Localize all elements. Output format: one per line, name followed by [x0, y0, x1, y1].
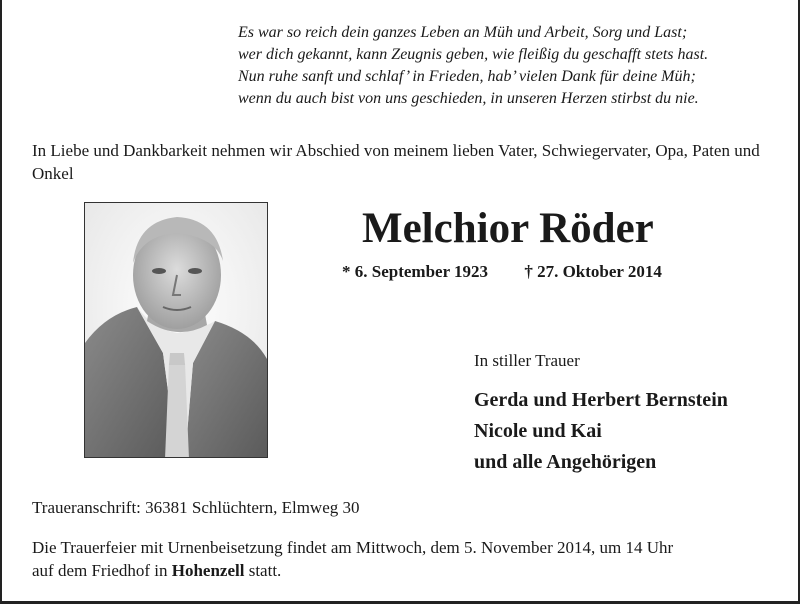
deceased-name: Melchior Röder	[362, 205, 654, 252]
birth-date: * 6. September 1923	[342, 262, 489, 281]
mourning-address: Traueranschrift: 36381 Schlüchtern, Elmweg 30	[32, 498, 360, 517]
mourning-label: In stiller Trauer	[474, 351, 580, 370]
cemetery-place: Hohenzell	[171, 561, 245, 580]
family-member: und alle Angehörigen	[474, 451, 657, 473]
funeral-line: Die Trauerfeier mit Urnenbeisetzung findet am Mittwoch, dem 5. November 2014, um 14 Uhr	[32, 538, 674, 557]
family-member: Gerda und Herbert Bernstein	[474, 389, 728, 411]
funeral-info	[32, 536, 673, 582]
funeral-text: auf dem Friedhof in	[32, 561, 172, 580]
poem-line: wenn du auch bist von uns geschieden, in unseren Herzen stirbst du nie.	[238, 90, 699, 107]
funeral-text: statt.	[244, 561, 282, 580]
death-date: † 27. Oktober 2014	[524, 262, 662, 281]
poem-line: Es war so reich dein ganzes Leben an Müh und Arbeit, Sorg und Last;	[238, 24, 688, 41]
poem	[238, 22, 708, 110]
family-list	[474, 385, 728, 478]
life-dates	[342, 262, 662, 282]
funeral-line	[32, 559, 673, 582]
family-member: Nicole und Kai	[474, 420, 602, 442]
poem-line: Nun ruhe sanft und schlaf’ in Frieden, hab’ vielen Dank für deine Müh;	[238, 68, 696, 85]
intro-text: In Liebe und Dankbarkeit nehmen wir Abschied von meinem lieben Vater, Schwiegervater, Opa, Paten und Onkel	[32, 141, 760, 183]
poem-line: wer dich gekannt, kann Zeugnis geben, wie fleißig du geschafft stets hast.	[238, 46, 709, 63]
portrait-photo	[84, 202, 268, 458]
